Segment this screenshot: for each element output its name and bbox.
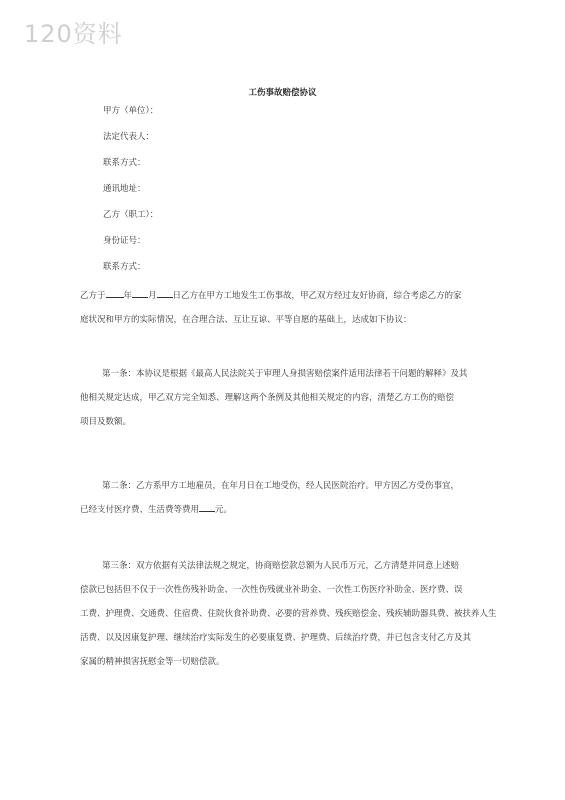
- party-a-field: 甲方（单位）：: [103, 106, 159, 116]
- document-title: 工伤事故赔偿协议: [248, 88, 317, 98]
- party-a-contact-field: 联系方式：: [103, 158, 146, 168]
- party-b-contact-field: 联系方式：: [103, 262, 146, 272]
- amount-blank: [199, 502, 215, 512]
- clause-3-line-2: 偿款已包括但不仅于一次性伤残补助金、一次性伤残就业补助金、一次性工伤医疗补助金、医疗费、误: [80, 585, 463, 595]
- clause-3-line-5: 家属的精神损害抚慰金等一切赔偿款。: [80, 657, 225, 667]
- intro-line-2: 庭状况和甲方的实际情况，在合理合法、互让互谅、平等自愿的基础上，达成如下协议：: [80, 315, 412, 325]
- legal-representative-field: 法定代表人：: [103, 132, 155, 142]
- clause-1-line-1: 第一条：本协议是根据《最高人民法院关于审理人身损害赔偿案件适用法律若干问题的解释》及其: [102, 369, 468, 379]
- clause-2-prefix: 已经支付医疗费、生活费等费用: [80, 505, 200, 515]
- year-blank: [106, 288, 124, 298]
- intro-prefix: 乙方于: [80, 291, 106, 301]
- mailing-address-field: 通讯地址：: [103, 184, 146, 194]
- intro-rest: 日乙方在甲方工地发生工伤事故，甲乙双方经过友好协商，综合考虑乙方的家: [172, 291, 462, 301]
- year-label: 年: [123, 291, 133, 301]
- clause-1: [80, 362, 486, 434]
- intro-line-1: [80, 284, 486, 308]
- day-blank: [157, 288, 173, 298]
- clause-2-suffix: 元。: [215, 505, 233, 515]
- party-b-field: 乙方（职工）：: [103, 210, 159, 220]
- intro-paragraph: [80, 284, 486, 332]
- clause-2-line-2: [80, 498, 486, 522]
- month-blank: [132, 288, 148, 298]
- clause-2: [80, 474, 486, 522]
- clause-1-line-2: 他相关规定达成，甲乙双方完全知悉、理解这两个条例及其他相关规定的内容，清楚乙方工伤的赔偿: [80, 393, 455, 403]
- clause-2-line-1: 第二条：乙方系甲方工地雇员，在年月日在工地受伤，经人民医院治疗。甲方因乙方受伤事宜，: [102, 481, 460, 491]
- clause-3: [80, 554, 497, 674]
- id-number-field: 身份证号：: [103, 236, 146, 246]
- clause-3-line-4: 活费、以及因康复护理、继续治疗实际发生的必要康复费、护理费、后续治疗费，并已包含支付乙方及其: [80, 633, 472, 643]
- clause-3-line-1: 第三条：双方依据有关法律法规之规定，协商赔偿款总额为人民币万元，乙方清楚并同意上述赔: [102, 561, 460, 571]
- month-label: 月: [148, 291, 157, 301]
- watermark: 120资料: [24, 20, 123, 48]
- clause-1-line-3: 项目及数额。: [80, 417, 132, 427]
- clause-3-line-3: 工费、护理费、交通费、住宿费、住院伙食补助费、必要的营养费、残疾赔偿金、残疾辅助器具费、被扶养人生: [80, 609, 497, 619]
